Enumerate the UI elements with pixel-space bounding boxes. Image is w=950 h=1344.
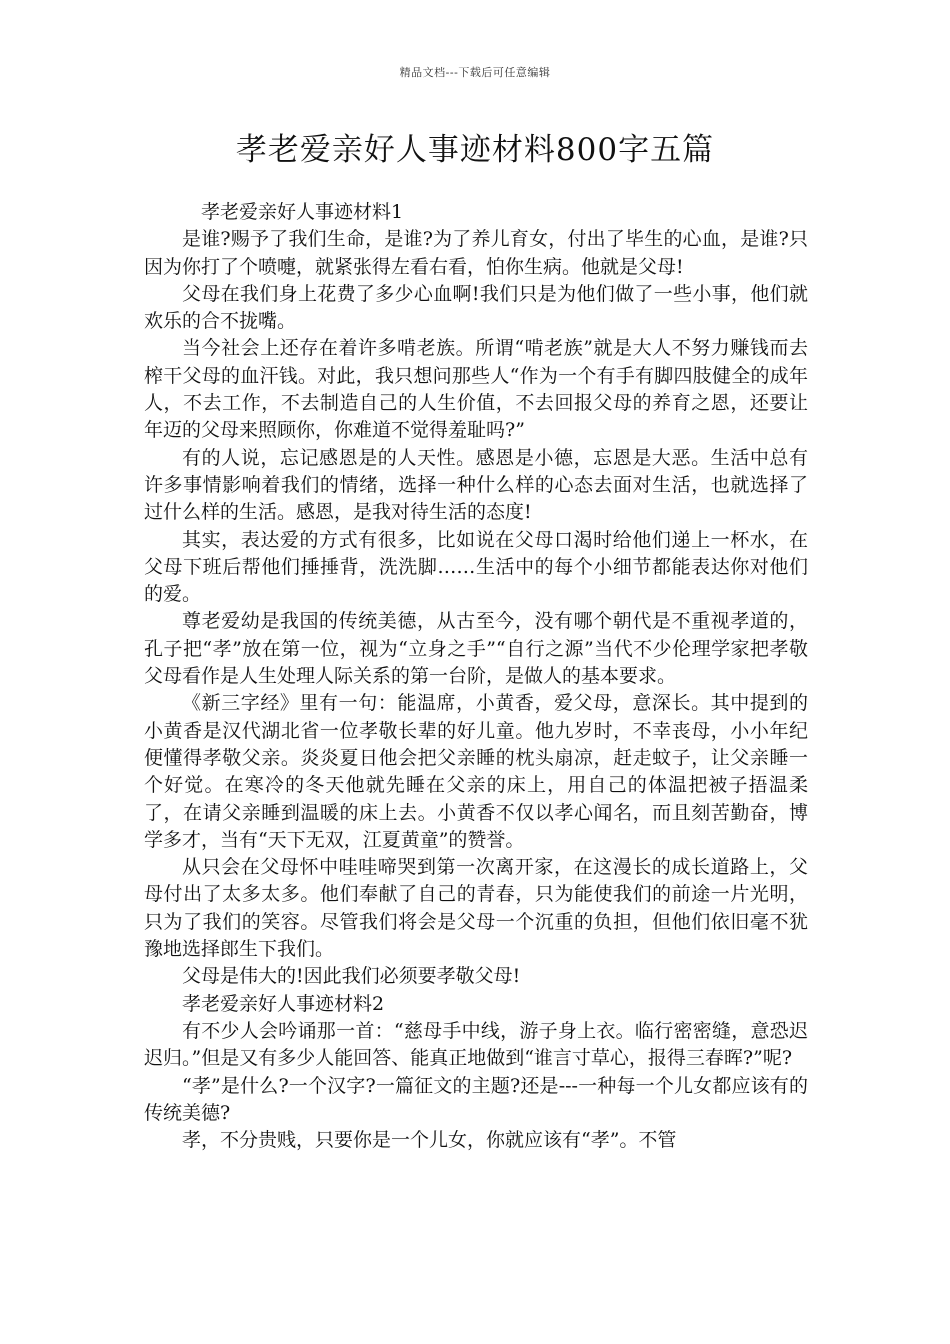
paragraph: 有不少人会吟诵那一首：“慈母手中线，游子身上衣。临行密密缝，意恐迟迟归。”但是又有多少人能回答、能真正地做到“谁言寸草心，报得三春晖?”呢? [144, 1019, 808, 1070]
paragraph: 是谁?赐予了我们生命，是谁?为了养儿育女，付出了毕生的心血，是谁?只因为你打了个喷嚏，就紧张得左看右看，怕你生病。他就是父母! [144, 228, 808, 278]
paragraph: 《新三字经》里有一句：能温席，小黄香，爱父母，意深长。其中提到的小黄香是汉代湖北省一位孝敬长辈的好儿童。他九岁时，不幸丧母，小小年纪便懂得孝敬父亲。炎炎夏日他会把父亲睡的枕头扇凉，赶走蚊子，让父亲睡一个好觉。在寒冷的冬天他就先睡在父亲的床上，用自己的体温把被子捂温柔了，在请父亲睡到温暖的床上去。小黄香不仅以孝心闻名，而且刻苦勤奋，博学多才，当有“天下无双，江夏黄童”的赞誉。 [144, 692, 808, 851]
paragraph: 父母是伟大的!因此我们必须要孝敬父母! [182, 965, 521, 988]
header-note: 精品文档---下载后可任意编辑 [399, 66, 551, 79]
section-heading-1: 孝老爱亲好人事迹材料1 [201, 201, 404, 223]
document-body [144, 199, 808, 1154]
document-title: 孝老爱亲好人事迹材料800字五篇 [235, 132, 715, 168]
paragraph: 当今社会上还存在着许多啃老族。所谓“啃老族”就是大人不努力赚钱而去榨干父母的血汗钱。对此，我只想问那些人“作为一个有手有脚四肢健全的成年人，不去工作，不去制造自己的人生价值，不去回报父母的养育之恩，还要让年迈的父母来照顾你，你难道不觉得羞耻吗?” [144, 337, 808, 442]
paragraph: “孝”是什么?一个汉字?一篇征文的主题?还是---一种每一个儿女都应该有的传统美德? [144, 1074, 808, 1124]
paragraph: 有的人说，忘记感恩是的人天性。感恩是小德，忘恩是大恶。生活中总有许多事情影响着我们的情绪，选择一种什么样的心态去面对生活，也就选择了过什么样的生活。感恩，是我对待生活的态度! [144, 446, 808, 524]
section-heading-2: 孝老爱亲好人事迹材料2 [182, 992, 385, 1015]
paragraph: 尊老爱幼是我国的传统美德，从古至今，没有哪个朝代是不重视孝道的，孔子把“孝”放在第一位，视为“立身之手”“自行之源”当代不少伦理学家把孝敬父母看作是人生处理人际关系的第一台阶，是做人的基本要求。 [144, 610, 808, 688]
paragraph: 从只会在父母怀中哇哇啼哭到第一次离开家，在这漫长的成长道路上，父母付出了太多太多。他们奉献了自己的青春，只为能使我们的前途一片光明，只为了我们的笑容。尽管我们将会是父母一个沉重的负担，但他们依旧毫不犹豫地选择郎生下我们。 [144, 856, 808, 961]
paragraph: 其实，表达爱的方式有很多，比如说在父母口渴时给他们递上一杯水，在父母下班后帮他们捶捶背，洗洗脚……生活中的每个小细节都能表达你对他们的爱。 [144, 528, 808, 606]
paragraph: 孝，不分贵贱，只要你是一个儿女，你就应该有“孝”。不管 [182, 1129, 677, 1152]
paragraph: 父母在我们身上花费了多少心血啊!我们只是为他们做了一些小事，他们就欢乐的合不拢嘴。 [144, 282, 808, 333]
